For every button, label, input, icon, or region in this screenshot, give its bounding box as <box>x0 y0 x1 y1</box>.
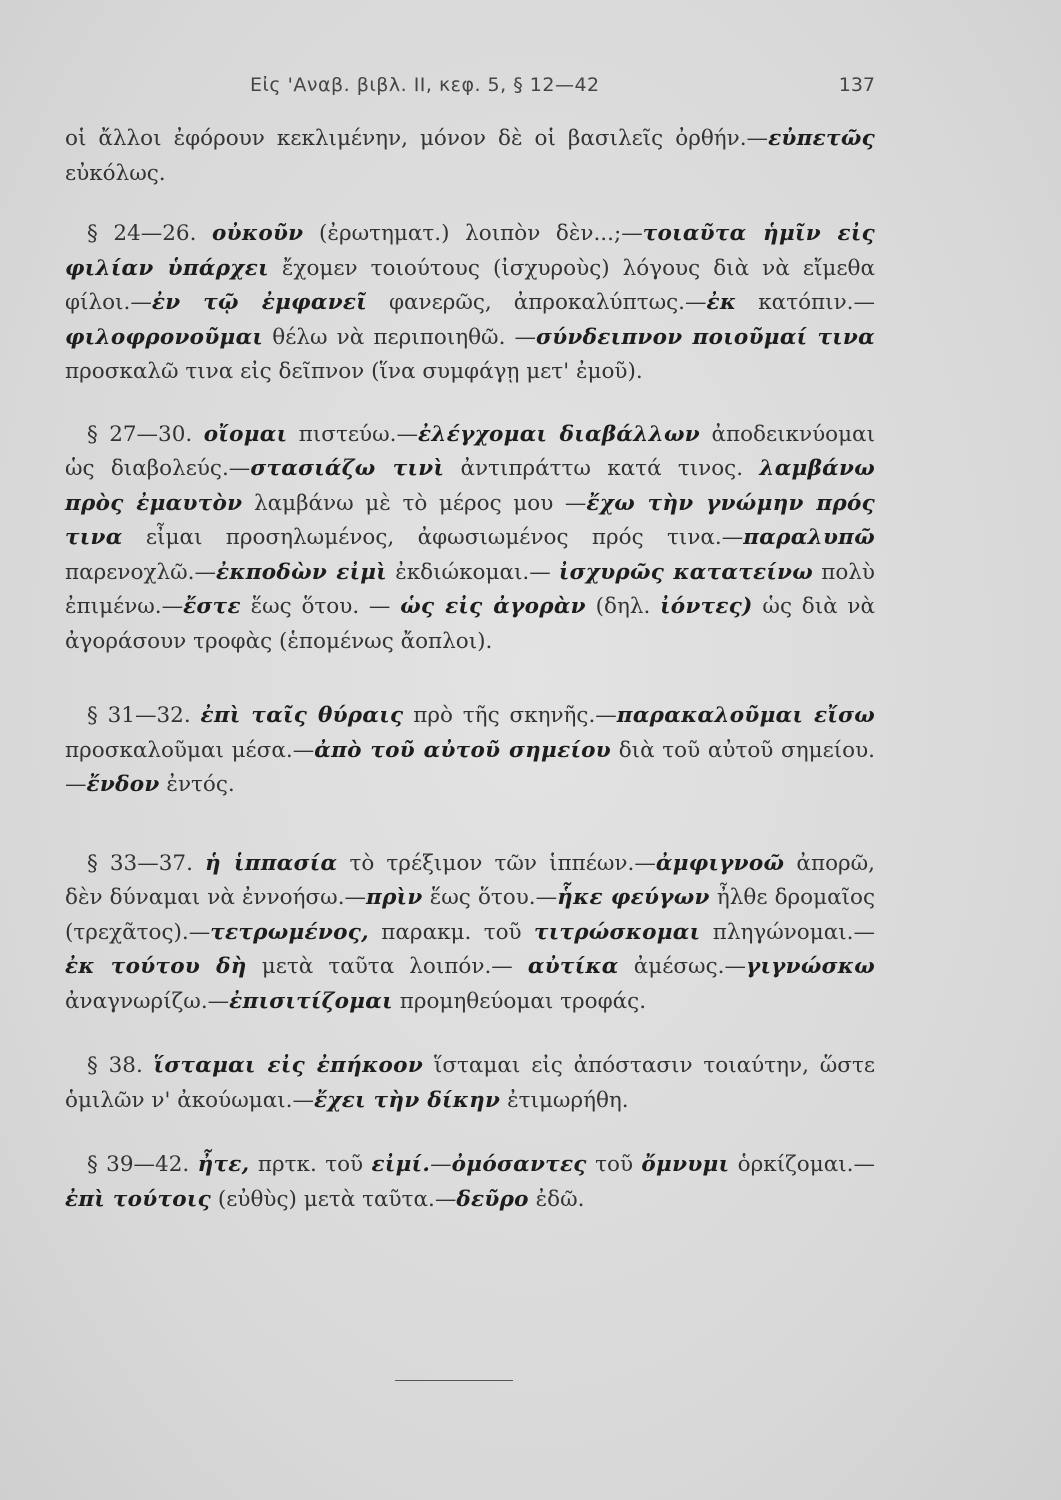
greek-term: ἦτε, <box>197 1152 250 1177</box>
greek-term: πρὶν <box>366 885 423 910</box>
greek-term: ἐλέγχομαι διαβάλλων <box>417 421 700 447</box>
gloss-text: οἱ ἄλλοι ἐφόρουν κεκλιμένην, μόνον δὲ οἱ βασιλεῖς ὀρθήν.— <box>65 126 769 151</box>
gloss-text: § 24—26. <box>87 221 213 246</box>
gloss-text: φανερῶς, ἀπροκαλύπτως.— <box>367 290 707 315</box>
paragraph-section-27-30 <box>65 418 875 660</box>
greek-term: ἀμφιγνοῶ <box>655 850 785 876</box>
gloss-text: προσκαλῶ τινα εἰς δεῖπνον (ἵνα συμφάγῃ μετ' ἐμοῦ). <box>65 359 643 384</box>
gloss-text: παρενοχλῶ.— <box>65 559 216 585</box>
gloss-text: § 33—37. <box>87 850 206 876</box>
page-header <box>65 74 875 104</box>
gloss-text: διὰ τοῦ αὐτοῦ σημείου.— <box>65 737 875 797</box>
greek-term: ἔχει τὴν δίκην <box>313 1087 501 1113</box>
gloss-text: θέλω νὰ περιποιηθῶ. — <box>263 324 537 350</box>
greek-term: ὀμόσαντες <box>451 1152 587 1177</box>
greek-term: εἰμί. <box>371 1152 431 1177</box>
gloss-text: ἕως ὅτου. — <box>240 594 401 619</box>
greek-term: εὐπετῶς <box>768 126 875 151</box>
end-rule <box>395 1380 513 1381</box>
gloss-text: ἐτιμωρήθη. <box>500 1087 629 1113</box>
greek-term: ἐπὶ ταῖς θύραις <box>200 703 404 728</box>
greek-term: οὐκοῦν <box>212 221 304 246</box>
gloss-text: τὸ τρέξιμον τῶν ἱππέων.— <box>337 850 656 876</box>
greek-term: ὄμνυμι <box>641 1152 730 1177</box>
paragraph-section-39-42 <box>65 1148 875 1217</box>
greek-term: σύνδειπνον ποιοῦμαί τινα <box>536 324 875 350</box>
gloss-text: ἦλθε δρομαῖος (τρεχᾶτος).— <box>65 885 875 945</box>
greek-term: στασιάζω τινὶ <box>250 456 445 481</box>
greek-term: τετρωμένος, <box>210 919 369 945</box>
greek-term: ἔστε <box>183 594 241 619</box>
greek-term: ἀπὸ τοῦ αὐτοῦ σημείου <box>314 737 612 763</box>
paragraph-section-33-37 <box>65 847 875 1020</box>
page-number: 137 <box>838 74 875 96</box>
gloss-text: ἀπορῶ, δὲν δύναμαι νὰ ἐννοήσω.— <box>65 850 876 910</box>
gloss-text: § 31—32. <box>87 703 201 728</box>
greek-term: παρακαλοῦμαι εἴσω <box>616 703 876 728</box>
greek-term: ἐκ <box>706 290 737 315</box>
gloss-text: (δηλ. <box>585 594 661 619</box>
gloss-text: πολὺ ἐπιμένω.— <box>65 559 876 619</box>
gloss-text: ὁρκίζομαι.— <box>729 1152 875 1177</box>
gloss-text: ἐντός. <box>159 772 235 797</box>
greek-term: ἔχω τὴν γνώμην πρός τινα <box>65 490 876 550</box>
gloss-text: ἐκδιώκομαι.— <box>387 559 559 585</box>
gloss-text: § 27—30. <box>87 421 204 447</box>
gloss-text: κατόπιν.— <box>736 290 875 315</box>
gloss-text: ἕως ὅτου.— <box>422 885 558 910</box>
greek-term: ἵσταμαι εἰς ἐπήκοον <box>153 1053 424 1078</box>
gloss-text: προσκαλοῦμαι μέσα.— <box>65 737 315 763</box>
gloss-text: πληγώνομαι.— <box>700 919 875 945</box>
greek-term: φιλοφρονοῦμαι <box>65 324 264 350</box>
paragraph-section-38 <box>65 1049 875 1118</box>
gloss-text: λαμβάνω μὲ τὸ μέρος μου — <box>242 490 587 516</box>
gloss-text: ὡς διὰ νὰ ἀγοράσουν τροφὰς (ἑπομένως ἄοπλοι). <box>65 594 876 654</box>
greek-term: ἐκ τούτου δὴ <box>65 954 247 979</box>
gloss-text: — <box>430 1152 452 1177</box>
greek-term: ἰόντες) <box>660 594 753 619</box>
gloss-text: ἀναγνωρίζω.— <box>65 988 230 1014</box>
gloss-text: προμηθεύομαι τροφάς. <box>392 988 647 1014</box>
paragraph-section-24-26 <box>65 217 875 390</box>
greek-term: οἴομαι <box>203 421 288 447</box>
greek-term: αὐτίκα <box>527 954 619 979</box>
gloss-text: ἔχομεν τοιούτους (ἰσχυροὺς) λόγους διὰ νὰ εἴμεθα φίλοι.— <box>65 255 875 315</box>
greek-term: ὡς εἰς ἀγορὰν <box>400 594 586 619</box>
gloss-text: εἶμαι προσηλωμένος, ἀφωσιωμένος πρός τινα.— <box>122 525 744 550</box>
running-head: Εἰς 'Αναβ. βιβλ. ΙΙ, κεφ. 5, § 12—42 <box>250 74 600 96</box>
greek-term: γιγνώσκω <box>745 954 875 979</box>
greek-term: ἰσχυρῶς κατατείνω <box>558 559 814 585</box>
greek-term: λαμβάνω πρὸς ἐμαυτὸν <box>65 456 875 516</box>
gloss-text: (ἐρωτηματ.) λοιπὸν δὲν...;— <box>303 221 643 246</box>
greek-term: ἐν τῷ ἐμφανεῖ <box>151 290 368 315</box>
greek-term: δεῦρο <box>456 1186 529 1212</box>
gloss-text: εὐκόλως. <box>65 160 166 186</box>
gloss-text: παρακμ. τοῦ <box>368 919 534 945</box>
paragraph-section-31-32 <box>65 699 875 803</box>
gloss-text: πρτκ. τοῦ <box>249 1152 372 1177</box>
gloss-text: πρὸ τῆς σκηνῆς.— <box>403 703 617 728</box>
greek-term: ἐπισιτίζομαι <box>229 988 393 1014</box>
gloss-text: ἵσταμαι εἰς ἀπόστασιν τοιαύτην, ὥστε ὁμιλῶν ν' ἀκούωμαι.— <box>65 1053 876 1113</box>
gloss-text: § 39—42. <box>87 1152 198 1177</box>
greek-term: ἧκε φεύγων <box>557 885 710 910</box>
gloss-text: ἀμέσως.— <box>618 954 746 979</box>
gloss-text: τοῦ <box>586 1152 642 1177</box>
gloss-text: ἐδῶ. <box>528 1186 585 1212</box>
greek-term: ἔνδον <box>86 772 160 797</box>
greek-term: ἡ ἱππασία <box>205 850 338 876</box>
greek-term: παραλυπῶ <box>743 525 875 550</box>
paragraph-continuation <box>65 122 875 191</box>
gloss-text: μετὰ ταῦτα λοιπόν.— <box>246 954 528 979</box>
greek-term: τοιαῦτα ἡμῖν εἰς φιλίαν ὑπάρχει <box>65 221 875 281</box>
greek-term: ἐκποδὼν εἰμὶ <box>215 559 388 585</box>
gloss-text: ἀντιπράττω κατά τινος. <box>444 456 760 481</box>
commentary-text <box>65 122 875 1217</box>
gloss-text: ἀποδεικνύομαι ὡς διαβολεύς.— <box>65 421 876 481</box>
gloss-text: (εὐθὺς) μετὰ ταῦτα.— <box>211 1186 457 1212</box>
greek-term: τιτρώσκομαι <box>533 919 701 945</box>
greek-term: ἐπὶ τούτοις <box>65 1186 212 1212</box>
gloss-text: πιστεύω.— <box>287 421 418 447</box>
gloss-text: § 38. <box>87 1053 154 1078</box>
